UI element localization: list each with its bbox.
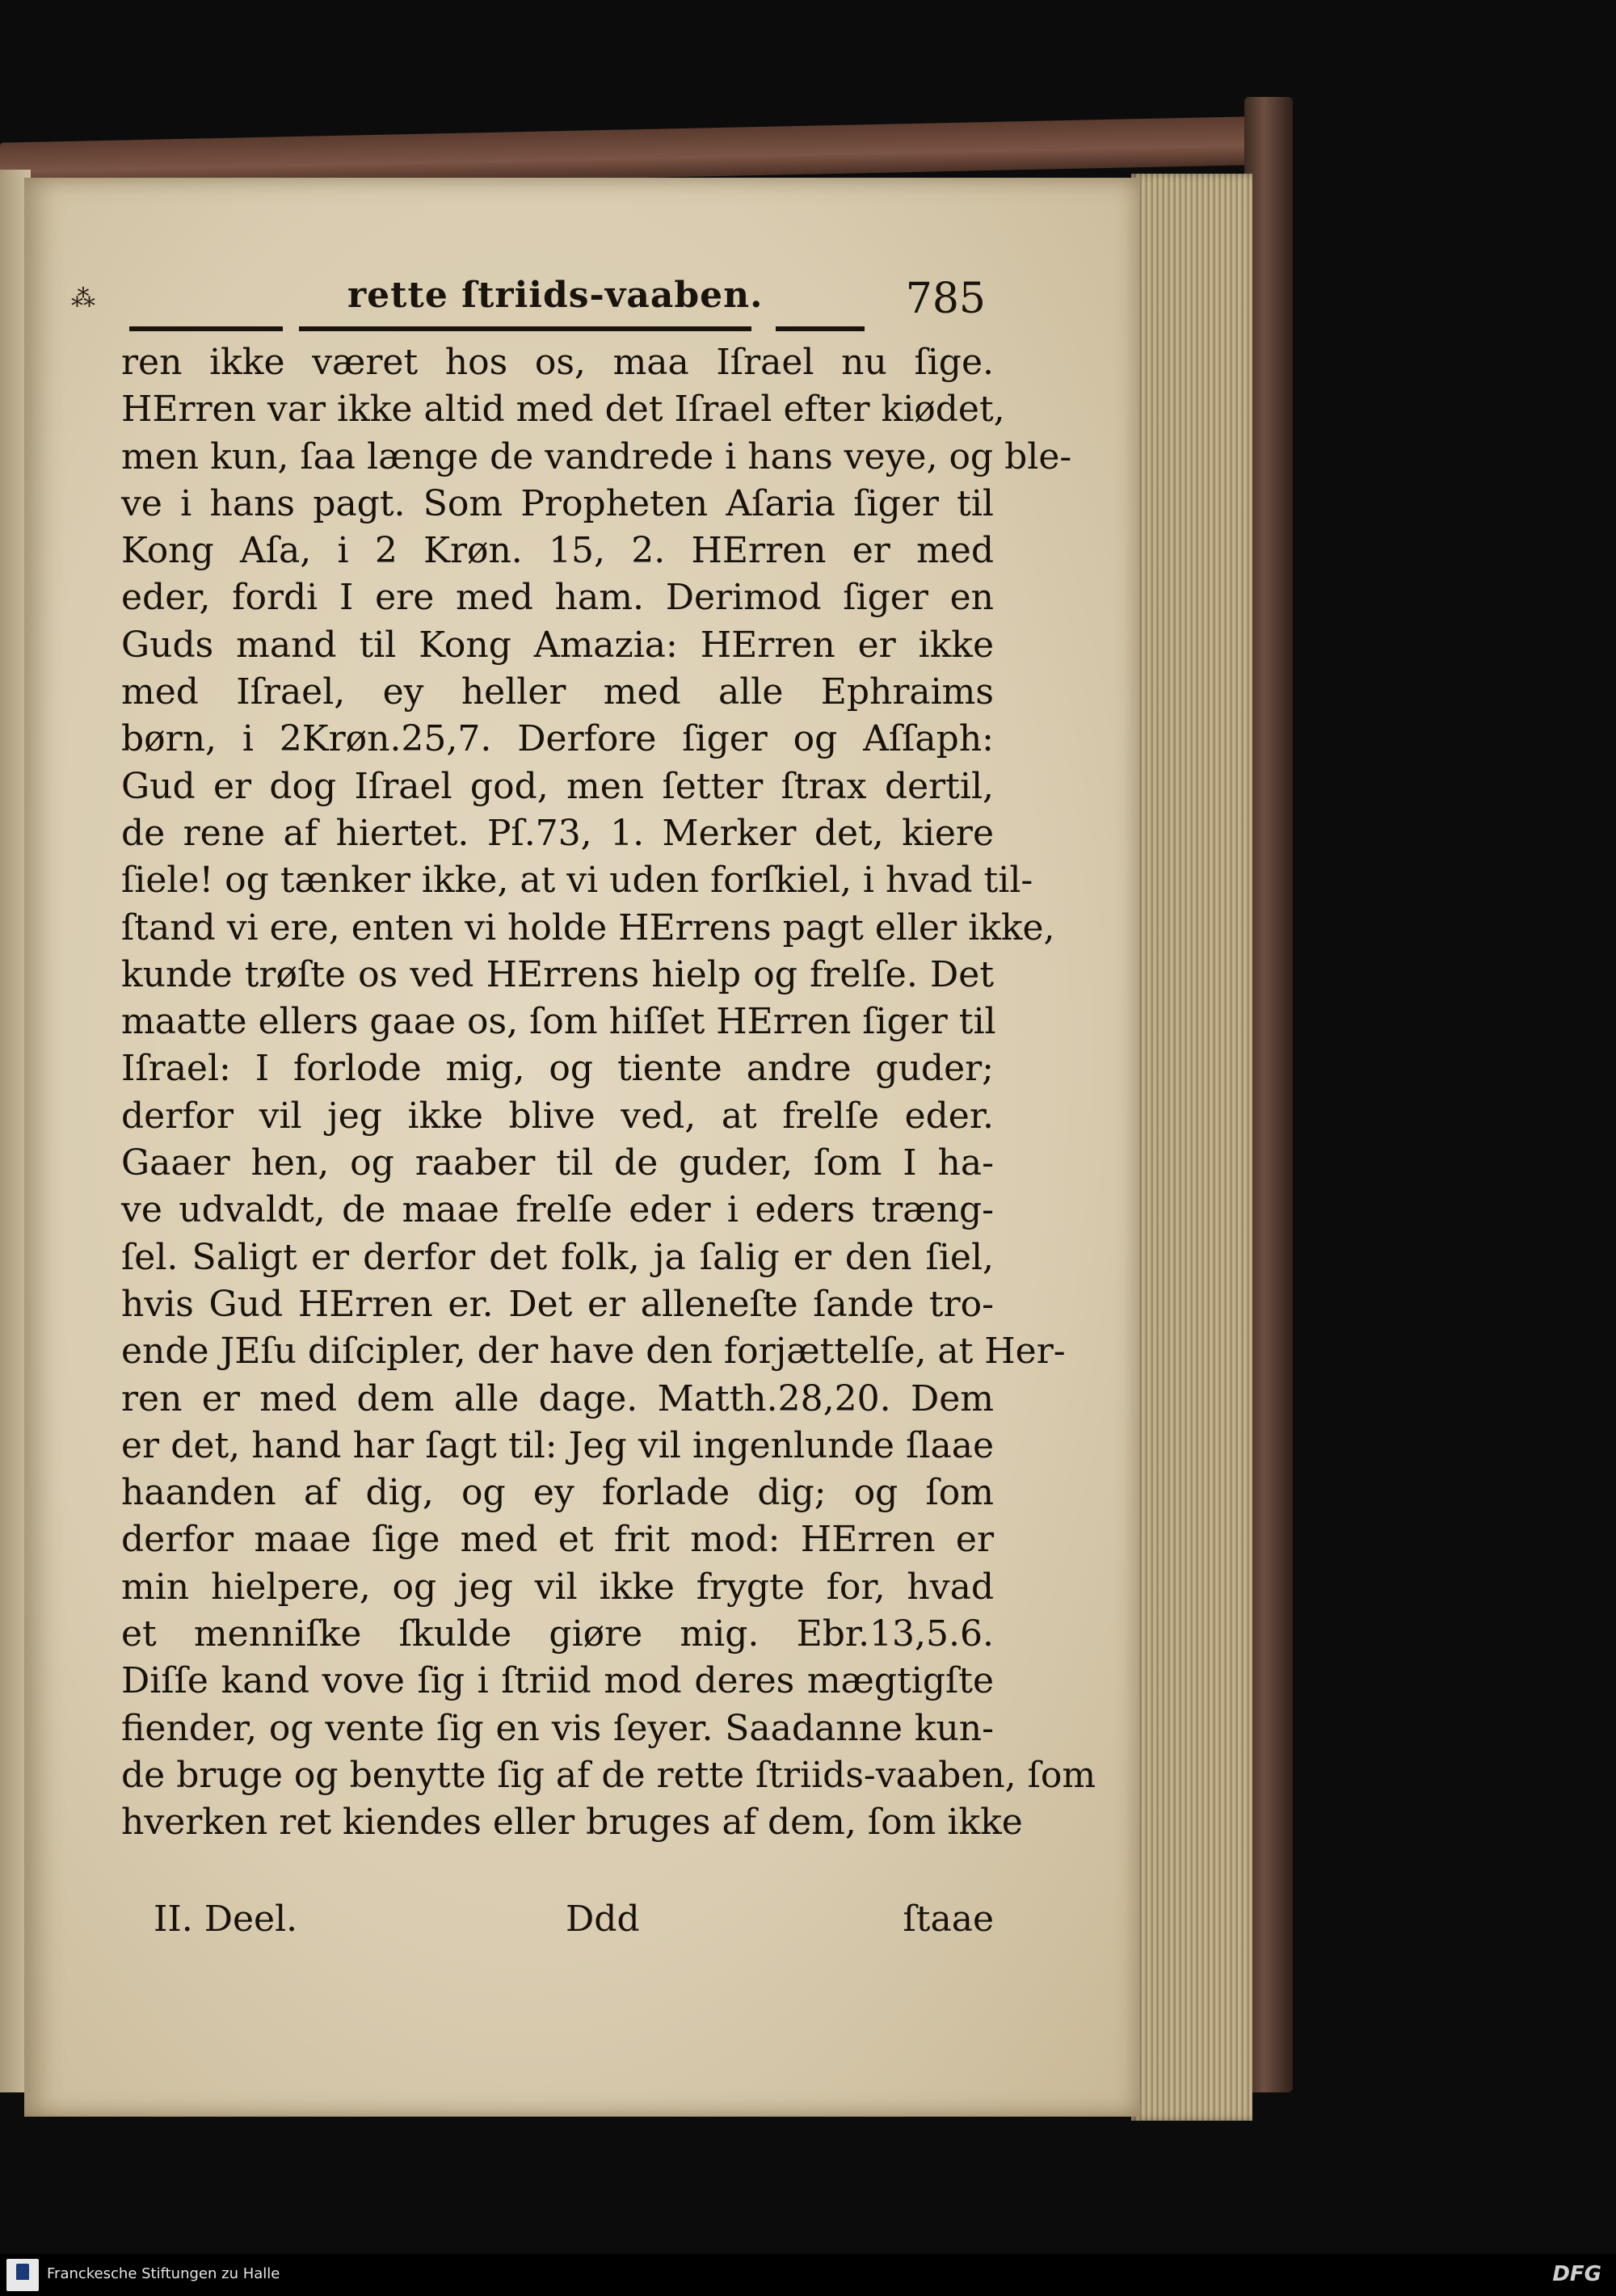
text-line: ve udvaldt, de maae frelſe eder i eders træng-: [121, 1189, 994, 1231]
text-line: ſiele! og tænker ikke, at vi uden forſkiel, i hvad til-: [121, 860, 1033, 902]
viewer-footer-bar: [0, 2254, 1616, 2296]
text-line: ſtand vi ere, enten vi holde HErrens pagt eller ikke,: [121, 906, 1055, 948]
page-footer: [129, 1899, 994, 1947]
text-line: derfor maae ſige med et frit mod: HErren er: [121, 1519, 994, 1561]
page-block-edges: [1131, 174, 1252, 2121]
institution-logo-icon: [6, 2259, 39, 2291]
body-text: [121, 339, 1096, 1847]
running-title: rette ſtriids-vaaben.: [347, 275, 764, 316]
text-line: derfor vil jeg ikke blive ved, at frelſe eder.: [121, 1095, 994, 1137]
text-line: Diſſe kand vove ſig i ſtriid mod deres mægtigſte: [121, 1660, 994, 1702]
page-header: [129, 275, 986, 339]
page-number: 785: [905, 275, 986, 323]
ink-mark: ⁂: [71, 284, 95, 313]
header-rule-left: [129, 326, 283, 331]
text-line: men kun, ſaa længe de vandrede i hans veye, og ble-: [121, 435, 1072, 477]
catchword: ſtaae: [903, 1899, 994, 1940]
volume-signature: II. Deel.: [154, 1899, 298, 1940]
dfg-logo: DFG: [1552, 2262, 1601, 2286]
text-line: børn, i 2Krøn.25,7. Derfore ſiger og Aſſaph:: [121, 718, 994, 760]
text-line: hvis Gud HErren er. Det er alleneſte ſande tro-: [121, 1283, 994, 1325]
text-line: kunde trøſte os ved HErrens hielp og frelſe. Det: [121, 953, 994, 995]
text-line: Guds mand til Kong Amazia: HErren er ikke: [121, 624, 994, 666]
text-line: fiender, og vente ſig en vis ſeyer. Saadanne kun-: [121, 1707, 994, 1749]
text-line: HErren var ikke altid med det Iſrael efter kiødet,: [121, 389, 1005, 431]
text-line: ſel. Saligt er derfor det folk, ja ſalig er den ſiel,: [121, 1236, 994, 1278]
text-line: min hielpere, og jeg vil ikke frygte for, hvad: [121, 1566, 994, 1608]
text-line: Gaaer hen, og raaber til de guder, ſom I ha-: [121, 1142, 994, 1184]
text-line: ren er med dem alle dage. Matth.28,20. Dem: [121, 1377, 994, 1419]
text-line: de bruge og benytte ſig af de rette ſtriids-vaaben, ſom: [121, 1754, 1096, 1796]
text-line: eder, fordi I ere med ham. Derimod ſiger en: [121, 577, 994, 619]
text-line: de rene af hiertet. Pſ.73, 1. Merker det, kiere: [121, 812, 994, 854]
sheet-signature-mark: Ddd: [566, 1899, 640, 1940]
text-line: haanden af dig, og ey forlade dig; og ſom: [121, 1472, 994, 1514]
text-line: hverken ret kiendes eller bruges af dem, ſom ikke: [121, 1802, 1023, 1844]
text-line: maatte ellers gaae os, ſom hiſſet HErren ſiger til: [121, 1001, 996, 1043]
text-line: Kong Aſa, i 2 Krøn. 15, 2. HErren er med: [121, 530, 994, 572]
text-line: et menniſke ſkulde giøre mig. Ebr.13,5.6.: [121, 1613, 994, 1655]
header-rule-right: [776, 326, 865, 331]
text-line: ren ikke været hos os, maa Iſrael nu ſige.: [121, 342, 994, 383]
text-line: Gud er dog Iſrael god, men ſetter ſtrax dertil,: [121, 765, 994, 807]
institution-name: Franckesche Stiftungen zu Halle: [47, 2265, 280, 2282]
text-line: ve i hans pagt. Som Propheten Aſaria ſiger til: [121, 482, 994, 524]
header-rule-center: [299, 326, 751, 331]
text-line: med Iſrael, ey heller med alle Ephraims: [121, 671, 994, 713]
text-line: Iſrael: I forlode mig, og tiente andre guder;: [121, 1048, 994, 1090]
text-line: ende JEſu diſcipler, der have den forjættelſe, at Her-: [121, 1331, 1066, 1373]
text-line: er det, hand har ſagt til: Jeg vil ingenlunde ſlaae: [121, 1424, 994, 1466]
